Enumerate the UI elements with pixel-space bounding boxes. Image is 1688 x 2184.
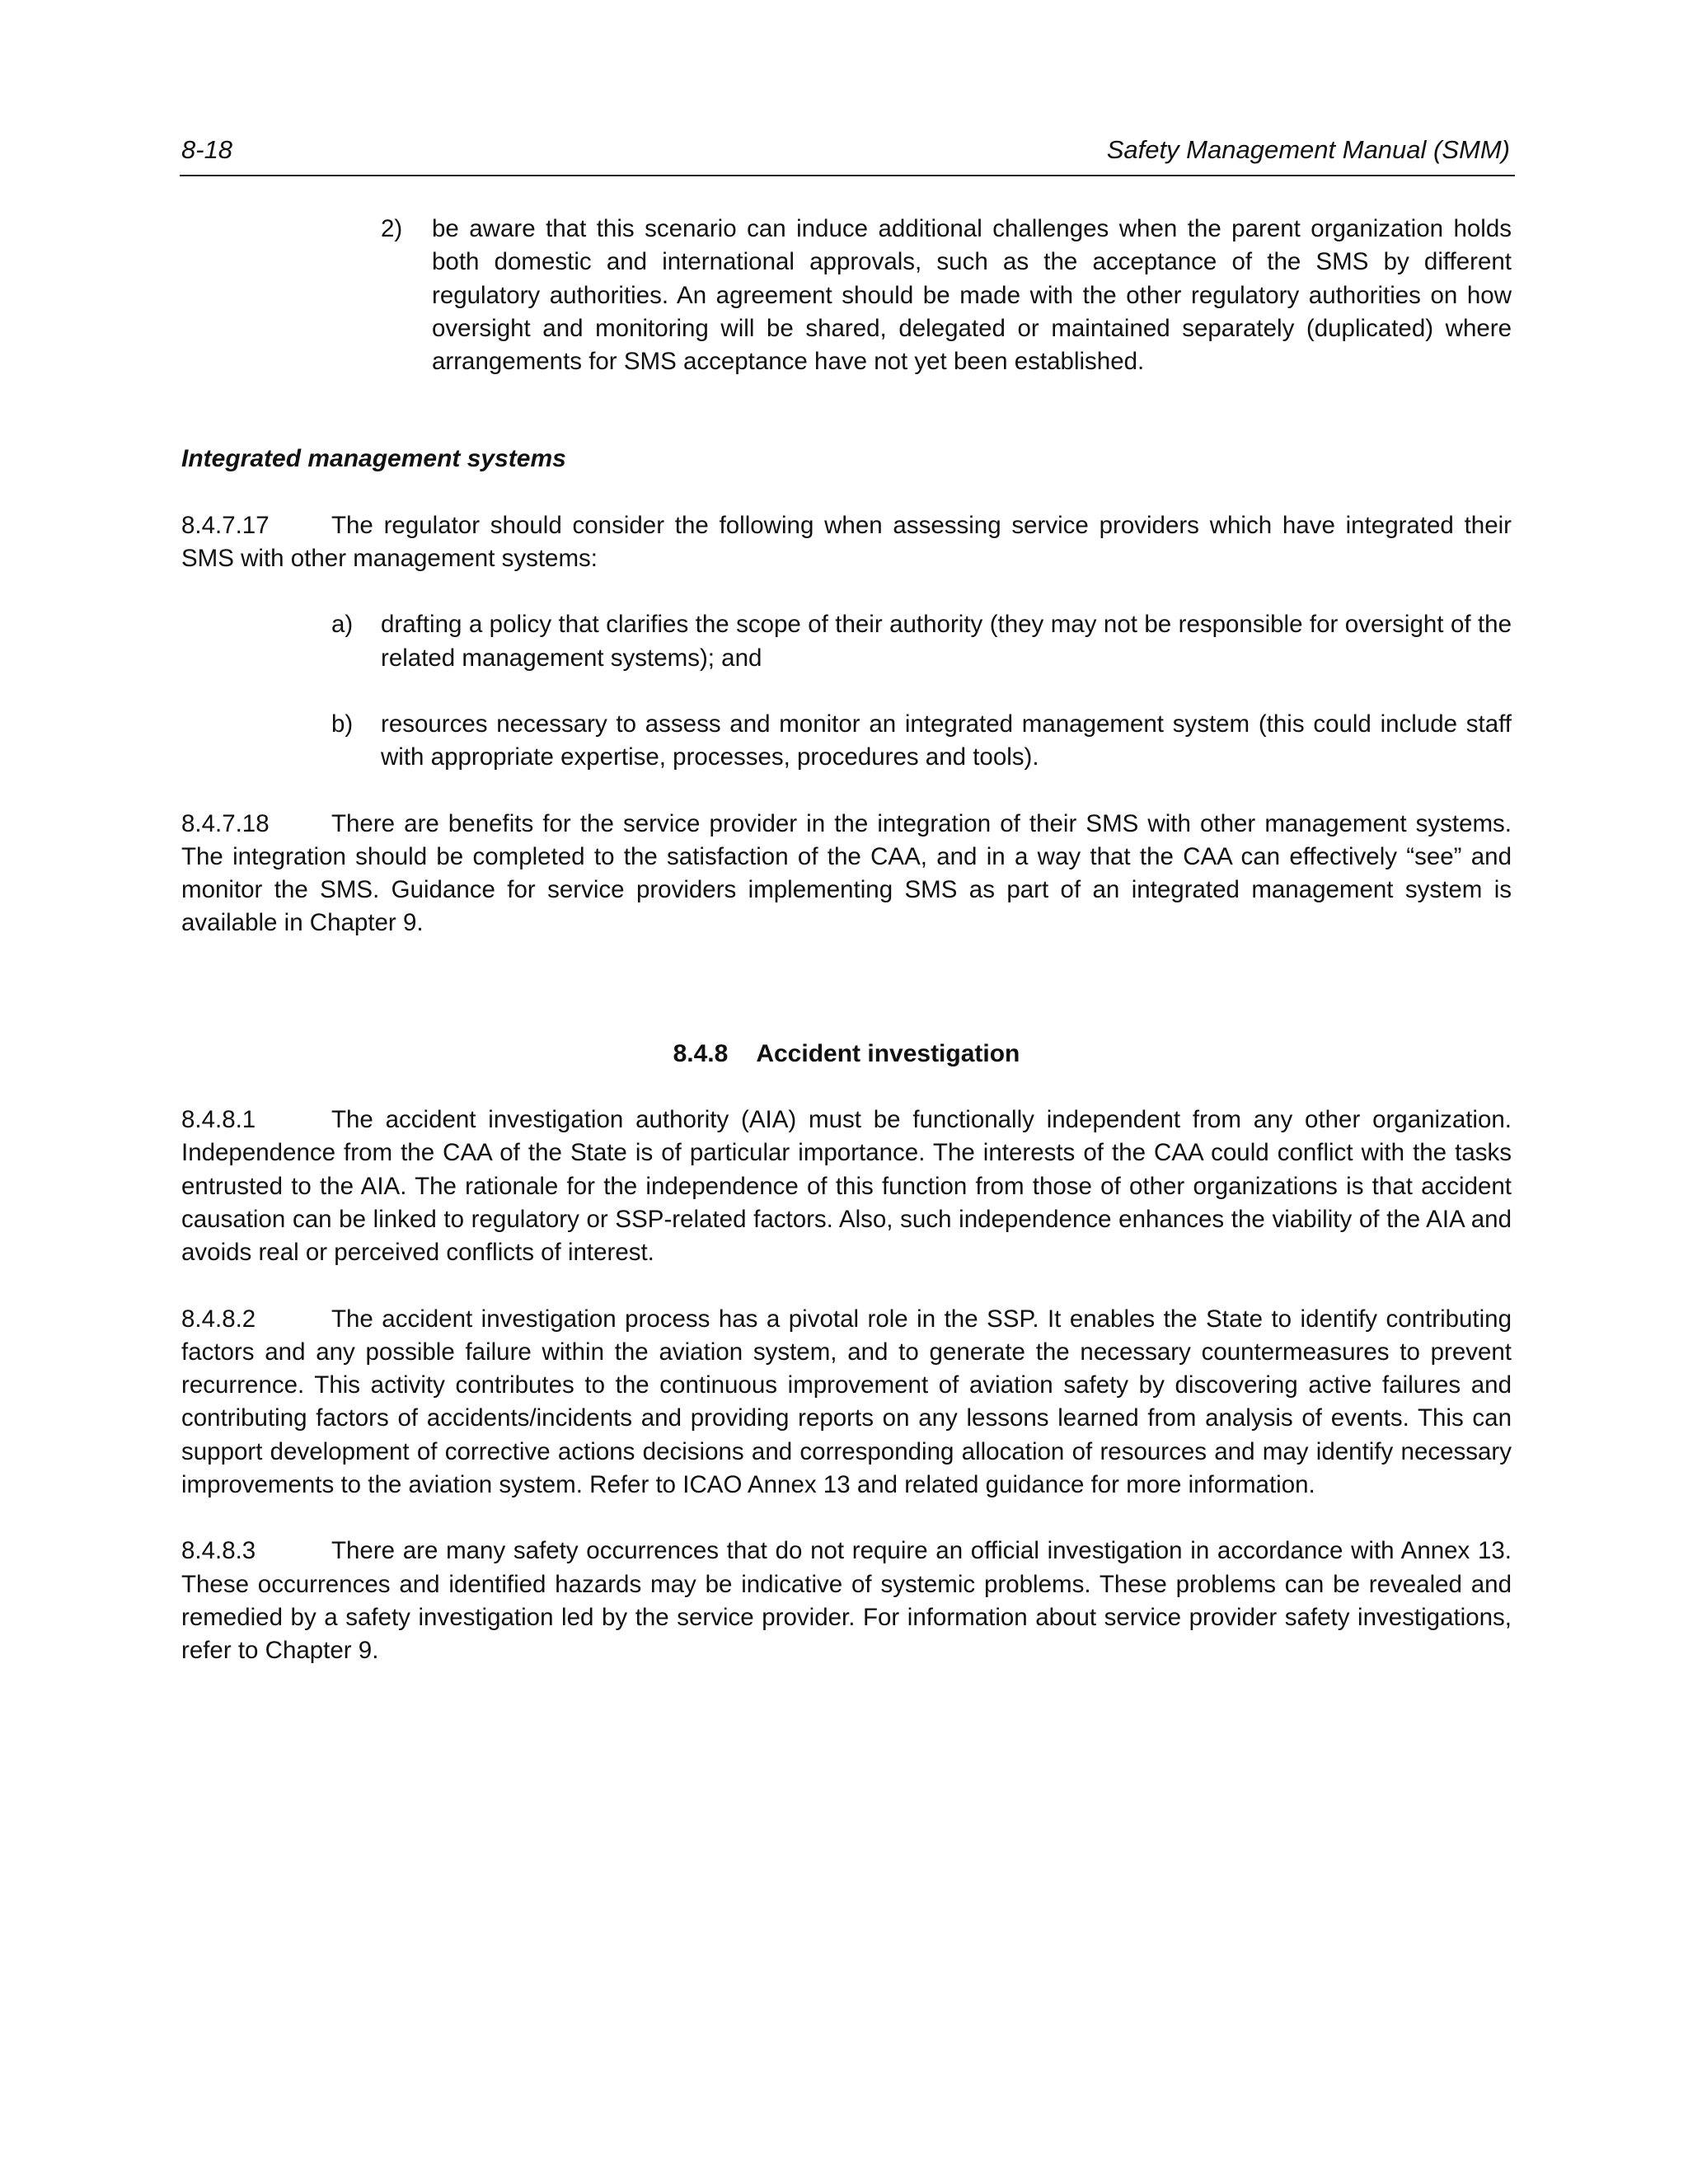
list-item-a xyxy=(331,608,1512,675)
paragraph-text: The accident investigation authority (AIA) must be functionally independent from any other organization. Independence from the CAA of the State is of particular importance. The interests of the CAA could conflict with the tasks entrusted to the AIA. The rationale for the independence of this function from those of other organizations is that accident causation can be linked to regulatory or SSP-related factors. Also, such independence enhances the viability of the AIA and avoids real or perceived conflicts of interest. xyxy=(181,1106,1512,1267)
paragraph-text: The accident investigation process has a pivotal role in the SSP. It enables the State to identify contributing factors and any possible failure within the aviation system, and to generate the necessary countermeasures to prevent recurrence. This activity contributes to the continuous improvement of aviation safety by discovering active failures and contributing factors of accidents/incidents and providing reports on any lessons learned from analysis of events. This can support development of corrective actions decisions and corresponding allocation of resources and may identify necessary improvements to the aviation system. Refer to ICAO Annex 13 and related guidance for more information. xyxy=(181,1305,1512,1499)
page-number: 8-18 xyxy=(181,135,233,164)
paragraph-text: There are many safety occurrences that do not require an official investigation in accordance with Annex 13. These occurrences and identified hazards may be indicative of systemic problems. These problems can be revealed and remedied by a safety investigation led by the service provider. For information about service provider safety investigations, refer to Chapter 9. xyxy=(181,1537,1512,1665)
list-item-text: be aware that this scenario can induce additional challenges when the parent organization holds both domestic and international approvals, such as the acceptance of the SMS by different regulatory authorities. An agreement should be made with the other regulatory authorities on how oversight and monitoring will be shared, delegated or maintained separately (duplicated) where arrangements for SMS acceptance have not yet been established. xyxy=(432,215,1512,376)
document-title: Safety Management Manual (SMM) xyxy=(1106,135,1510,164)
list-item-2 xyxy=(381,213,1512,378)
list-item-text: drafting a policy that clarifies the scope of their authority (they may not be responsible for oversight of the related management systems); and xyxy=(381,611,1512,672)
paragraph-text: The regulator should consider the following when assessing service providers which have integrated their SMS with other management systems: xyxy=(181,511,1512,573)
paragraph-8-4-8-2 xyxy=(181,1303,1512,1502)
paragraph-number: 8.4.7.17 xyxy=(181,511,270,539)
paragraph-number: 8.4.8.2 xyxy=(181,1305,256,1333)
section-title: Accident investigation xyxy=(756,1039,1020,1067)
section-heading-accident-investigation xyxy=(181,1038,1512,1071)
page-content xyxy=(181,213,1512,1668)
list-marker: b) xyxy=(331,710,354,738)
paragraph-text: There are benefits for the service provider in the integration of their SMS with other management systems. The integration should be completed to the satisfaction of the CAA, and in a way that the CAA can effectively “see” and monitor the SMS. Guidance for service providers implementing SMS as part of an integrated management system is available in Chapter 9. xyxy=(181,809,1512,937)
paragraph-8-4-8-1 xyxy=(181,1104,1512,1269)
page-header xyxy=(180,132,1515,176)
list-item-b xyxy=(331,708,1512,775)
paragraph-8-4-7-17 xyxy=(181,509,1512,576)
section-number: 8.4.8 xyxy=(673,1039,729,1067)
paragraph-number: 8.4.8.3 xyxy=(181,1537,256,1565)
paragraph-number: 8.4.8.1 xyxy=(181,1106,256,1134)
list-marker: 2) xyxy=(381,215,403,242)
list-item-text: resources necessary to assess and monitor an integrated management system (this could include staff with appropriate expertise, processes, procedures and tools). xyxy=(381,710,1512,771)
paragraph-8-4-7-18 xyxy=(181,808,1512,940)
paragraph-number: 8.4.7.18 xyxy=(181,809,270,837)
subheading-integrated-management-systems: Integrated management systems xyxy=(181,445,566,473)
paragraph-8-4-8-3 xyxy=(181,1535,1512,1667)
list-marker: a) xyxy=(331,611,354,639)
